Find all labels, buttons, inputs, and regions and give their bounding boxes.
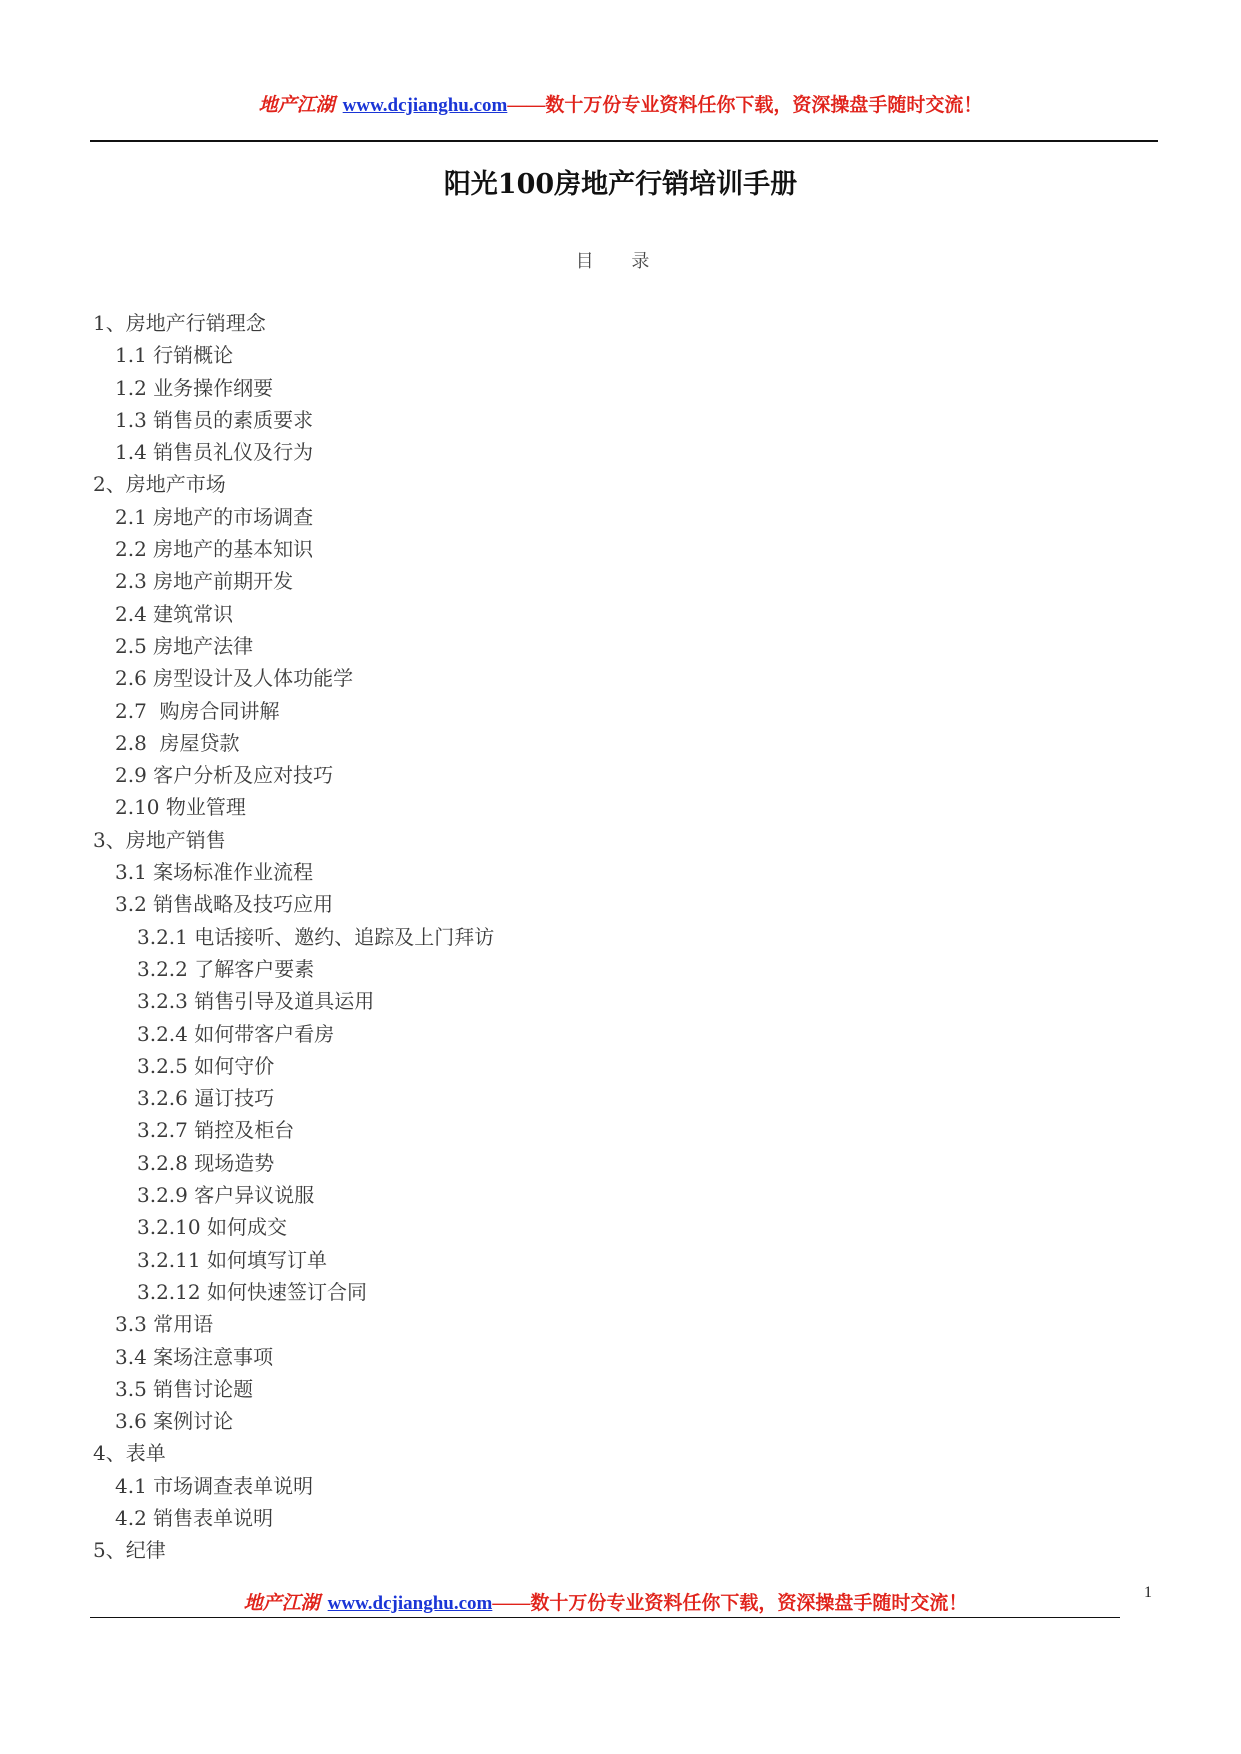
toc-entry: 3.2.10 如何成交 xyxy=(137,1215,287,1240)
toc-entry: 4.1 市场调查表单说明 xyxy=(115,1473,314,1498)
toc-entry: 3.2.9 客户异议说服 xyxy=(137,1183,315,1208)
toc-entry: 1.1 行销概论 xyxy=(115,343,234,368)
footer-brand: 地产江湖 xyxy=(243,1592,320,1614)
toc-entry: 3.2.7 销控及柜台 xyxy=(137,1118,295,1143)
toc-entry: 4.2 销售表单说明 xyxy=(115,1505,274,1530)
table-of-contents xyxy=(93,307,494,1567)
toc-entry: 3.2.5 如何守价 xyxy=(137,1053,275,1078)
toc-entry: 2.3 房地产前期开发 xyxy=(115,569,294,594)
toc-entry: 2.2 房地产的基本知识 xyxy=(115,537,314,562)
toc-entry: 2、房地产市场 xyxy=(93,472,226,497)
toc-entry: 3.2.4 如何带客户看房 xyxy=(137,1021,335,1046)
toc-entry: 3.1 案场标准作业流程 xyxy=(115,860,314,885)
toc-entry: 2.6 房型设计及人体功能学 xyxy=(115,666,354,691)
page-number: 1 xyxy=(1144,1584,1152,1601)
toc-entry: 1.3 销售员的素质要求 xyxy=(115,407,314,432)
toc-entry: 2.7 购房合同讲解 xyxy=(115,698,280,723)
toc-entry: 3.2 销售战略及技巧应用 xyxy=(115,892,334,917)
toc-entry: 2.1 房地产的市场调查 xyxy=(115,504,314,529)
toc-entry: 3.5 销售讨论题 xyxy=(115,1376,254,1401)
toc-entry: 3.2.6 逼订技巧 xyxy=(137,1086,275,1111)
toc-entry: 2.8 房屋贷款 xyxy=(115,730,240,755)
toc-entry: 1、房地产行销理念 xyxy=(93,311,266,335)
header-site-link[interactable]: www.dcjianghu.com xyxy=(342,95,508,116)
toc-entry: 3.2.11 如何填写订单 xyxy=(137,1247,327,1272)
toc-entry: 3.2.12 如何快速签订合同 xyxy=(137,1279,367,1304)
toc-entry: 3.3 常用语 xyxy=(115,1312,214,1337)
toc-entry: 3.2.3 销售引导及道具运用 xyxy=(137,989,375,1014)
toc-entry: 3.4 案场注意事项 xyxy=(115,1344,274,1369)
toc-entry: 4、表单 xyxy=(93,1441,166,1466)
footer-slogan: ——数十万份专业资料任你下载，资深操盘手随时交流！ xyxy=(492,1593,968,1614)
toc-entry: 5、纪律 xyxy=(93,1538,166,1563)
toc-entry: 1.2 业务操作纲要 xyxy=(115,375,274,400)
toc-entry: 2.10 物业管理 xyxy=(115,795,246,820)
header-divider xyxy=(90,140,1158,142)
toc-entry: 2.4 建筑常识 xyxy=(115,601,234,626)
toc-entry: 3.6 案例讨论 xyxy=(115,1409,234,1434)
toc-entry: 3、房地产销售 xyxy=(93,827,226,852)
toc-entry: 3.2.8 现场造势 xyxy=(137,1150,275,1175)
toc-entry: 2.9 客户分析及应对技巧 xyxy=(115,763,334,788)
toc-entry: 2.5 房地产法律 xyxy=(115,633,254,658)
header-banner xyxy=(0,90,1241,117)
toc-entry: 1.4 销售员礼仪及行为 xyxy=(115,440,314,465)
footer-banner xyxy=(0,1588,1241,1615)
toc-heading: 目 录 xyxy=(575,251,666,272)
footer-divider xyxy=(90,1617,1120,1618)
document-title: 阳光100房地产行销培训手册 xyxy=(443,169,798,200)
toc-entry: 3.2.1 电话接听、邀约、追踪及上门拜访 xyxy=(137,924,495,949)
header-brand: 地产江湖 xyxy=(258,94,335,116)
header-slogan: ——数十万份专业资料任你下载，资深操盘手随时交流！ xyxy=(507,95,983,116)
toc-entry: 3.2.2 了解客户要素 xyxy=(137,956,315,981)
footer-site-link[interactable]: www.dcjianghu.com xyxy=(327,1593,493,1614)
